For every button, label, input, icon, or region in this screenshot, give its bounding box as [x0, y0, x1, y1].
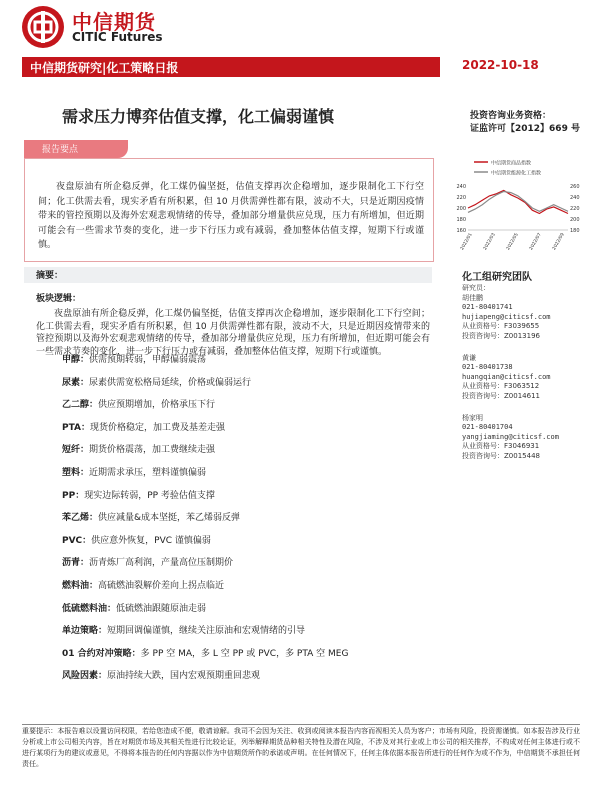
- y2-tick-label: 240: [570, 195, 580, 201]
- item-key: 燃料油：: [62, 580, 99, 591]
- citic-logo-icon: [22, 6, 64, 48]
- y2-tick-label: 200: [570, 217, 580, 223]
- series-line: [468, 192, 568, 213]
- list-item: [62, 349, 432, 372]
- x-tick-label: 2022/09: [552, 232, 566, 252]
- sector-logic-text: 夜盘原油有所企稳反弹，化工煤仍偏坚挺，估值支撑再次企稳增加，逐步限制化工下行空间；化工供需去看，现实矛盾有所积累，但 10 月供需弹性都有限，波动不大，只是近期因疫情带来的管控预期以及海外宏观悲观情绪的传导，叠加部分增量供应兑现，压力有所增加，但近期可能会有一些需求节奏的变化，进一步下行压力或有减弱，叠加整体估值支撑，短期下行或谨慎。: [36, 309, 430, 357]
- item-key: 短纤：: [62, 445, 90, 456]
- item-value: 供应预期增加，价格承压下行: [98, 400, 216, 411]
- summary-text: 夜盘原油有所企稳反弹，化工煤仍偏坚挺，估值支撑再次企稳增加，逐步限制化工下行空间；化工供需去看，现实矛盾有所积累，但 10 月供需弹性都有限，波动不大，只是近期因疫情带来的管控预期以及海外宏观悲观情绪的传导，叠加部分增量供应兑现，压力有所增加，但近期可能会有一些需求节奏的变化，进一步下行压力或有减弱，叠加整体估值支撑，短期下行或谨慎。: [38, 182, 424, 250]
- item-value: 原油持续大跌，国内宏观预期重回悲观: [107, 671, 261, 682]
- series-line: [468, 190, 568, 213]
- item-value: 沥青炼厂高利润，产量高位压制期价: [89, 558, 234, 569]
- list-item: [62, 507, 432, 530]
- abstract-bar: [24, 267, 432, 283]
- item-key: 沥青：: [62, 558, 90, 569]
- item-key: 单边策略：: [62, 626, 108, 637]
- item-value: 期货价格震荡，加工费继续走强: [89, 445, 216, 456]
- legend-label: 中信期货商品指数: [491, 160, 532, 167]
- x-tick-label: 2022/01: [460, 232, 474, 252]
- item-key: 01 合约对冲策略：: [62, 648, 141, 659]
- member-role: 研究员：: [462, 284, 490, 292]
- qualification-label: 投资咨询业务资格：: [470, 111, 552, 121]
- summary-tag-label: 报告要点: [42, 145, 79, 155]
- member-phone: 021-80401741: [462, 303, 513, 312]
- item-value: 低硫燃油跟随原油走弱: [116, 603, 207, 614]
- member-invest-license: 投资咨询号：Z0015448: [462, 451, 540, 460]
- list-item: [62, 462, 432, 485]
- y-tick-label: 220: [456, 195, 466, 201]
- item-key: 乙二醇：: [62, 400, 99, 411]
- item-key: 苯乙烯：: [62, 513, 99, 524]
- sector-logic-heading: 板块逻辑：: [36, 294, 82, 304]
- list-item: [62, 620, 432, 643]
- item-key: 风险因素：: [62, 671, 108, 682]
- license-number: 证监许可【2012】669 号: [470, 124, 580, 134]
- item-value: 供需预期转弱，甲醇偏弱震荡: [89, 355, 207, 365]
- item-key: PP：: [62, 490, 85, 501]
- list-item: [62, 575, 432, 598]
- x-tick-label: 2022/07: [529, 232, 543, 252]
- logo-chinese-name: 中信期货: [72, 10, 156, 34]
- item-key: PVC：: [62, 535, 92, 546]
- item-value: 尿素供需宽松格局延续，价格或偏弱运行: [89, 377, 252, 388]
- member-email[interactable]: yangjiaming@citicsf.com: [462, 432, 559, 441]
- report-title: 需求压力博弈估值支撑，化工偏弱谨慎: [62, 107, 335, 126]
- item-value: 高硫燃油裂解价差向上拐点临近: [98, 580, 225, 591]
- list-item: [62, 598, 432, 621]
- item-value: 短期回调偏谨慎，继续关注原油和宏观情绪的引导: [107, 626, 306, 637]
- member-invest-license: 投资咨询号：Z0013196: [462, 331, 540, 340]
- x-tick-label: 2022/05: [506, 232, 520, 252]
- member-email[interactable]: hujiapeng@citicsf.com: [462, 312, 551, 321]
- list-item: [62, 372, 432, 395]
- logo-english-name: CITIC Futures: [72, 30, 163, 44]
- y-tick-label: 240: [456, 184, 466, 190]
- team-heading: 化工组研究团队: [462, 272, 532, 283]
- member-phone: 021-80401704: [462, 423, 513, 432]
- member-phone: 021-80401738: [462, 363, 513, 372]
- list-item: [62, 643, 432, 666]
- y2-tick-label: 180: [570, 228, 580, 234]
- list-item: [62, 665, 432, 688]
- member-license: 从业资格号：F3063512: [462, 382, 540, 391]
- item-key: PTA：: [62, 422, 91, 433]
- item-value: 近期需求承压，塑料谨慎偏弱: [89, 467, 207, 478]
- banner-title: 中信期货研究|化工策略日报: [30, 61, 179, 75]
- footer-divider: [22, 724, 580, 725]
- member-license: 从业资格号：F3046931: [462, 442, 540, 451]
- disclaimer: 重要提示：本报告难以设置访问权限，若给您造成不便，敬请谅解。我司不会因为关注、收到或阅读本报告内容而视相关人员为客户；市场有风险，投资需谨慎。如本报告涉及行业分析或上市公司相关内容，旨在对期货市场及其相关性进行比较论证，列举解释期货品种相关特性及潜在风险，不涉及对其行业或上市公司的相关推荐，不构成对任何主体进行或不进行某项行为的建议或意见，不得将本报告的任何内容据以作为中信期货所作的承诺或声明。在任何情况下，任何主体依据本报告所进行的任何作为或不作为，中信期货不承担任何责任。: [22, 727, 580, 768]
- team-contacts: [462, 284, 592, 462]
- legend-label: 中信期货能源化工指数: [491, 170, 542, 177]
- item-value: 供应意外恢复，PVC 谨慎偏弱: [91, 535, 211, 546]
- item-key: 尿素：: [62, 377, 90, 388]
- item-key: 塑料：: [62, 467, 90, 478]
- member-name: 黄谦: [462, 353, 476, 362]
- y-tick-label: 160: [456, 228, 466, 234]
- list-item: [62, 552, 432, 575]
- y2-tick-label: 220: [570, 206, 580, 212]
- y-tick-label: 180: [456, 217, 466, 223]
- item-value: 供应减量&成本坚挺，苯乙烯弱反弹: [98, 513, 241, 524]
- member-license: 从业资格号：F3039655: [462, 322, 540, 331]
- y-tick-label: 200: [456, 206, 466, 212]
- y2-tick-label: 260: [570, 184, 580, 190]
- member-name: 杨家明: [462, 413, 483, 422]
- item-value: 现货价格稳定，加工费及基差走强: [90, 422, 226, 433]
- item-key: 甲醇：: [62, 355, 90, 365]
- list-item: [62, 439, 432, 462]
- list-item: [62, 485, 432, 508]
- list-item: [62, 394, 432, 417]
- item-value: 多 PP 空 MA，多 L 空 PP 或 PVC，多 PTA 空 MEG: [140, 648, 349, 659]
- item-key: 低硫燃料油：: [62, 603, 117, 614]
- list-item: [62, 417, 432, 440]
- product-list: [62, 349, 432, 688]
- member-name: 胡佳鹏: [462, 293, 483, 302]
- item-value: 现实边际转弱，PP 考验估值支撑: [84, 490, 215, 501]
- x-tick-label: 2022/03: [483, 232, 497, 252]
- member-invest-license: 投资咨询号：Z0014611: [462, 391, 540, 400]
- list-item: [62, 530, 432, 553]
- member-email[interactable]: huangqian@citicsf.com: [462, 372, 551, 381]
- index-line-chart: [454, 150, 584, 258]
- report-date: 2022-10-18: [462, 58, 539, 72]
- abstract-label: 摘要：: [36, 271, 64, 281]
